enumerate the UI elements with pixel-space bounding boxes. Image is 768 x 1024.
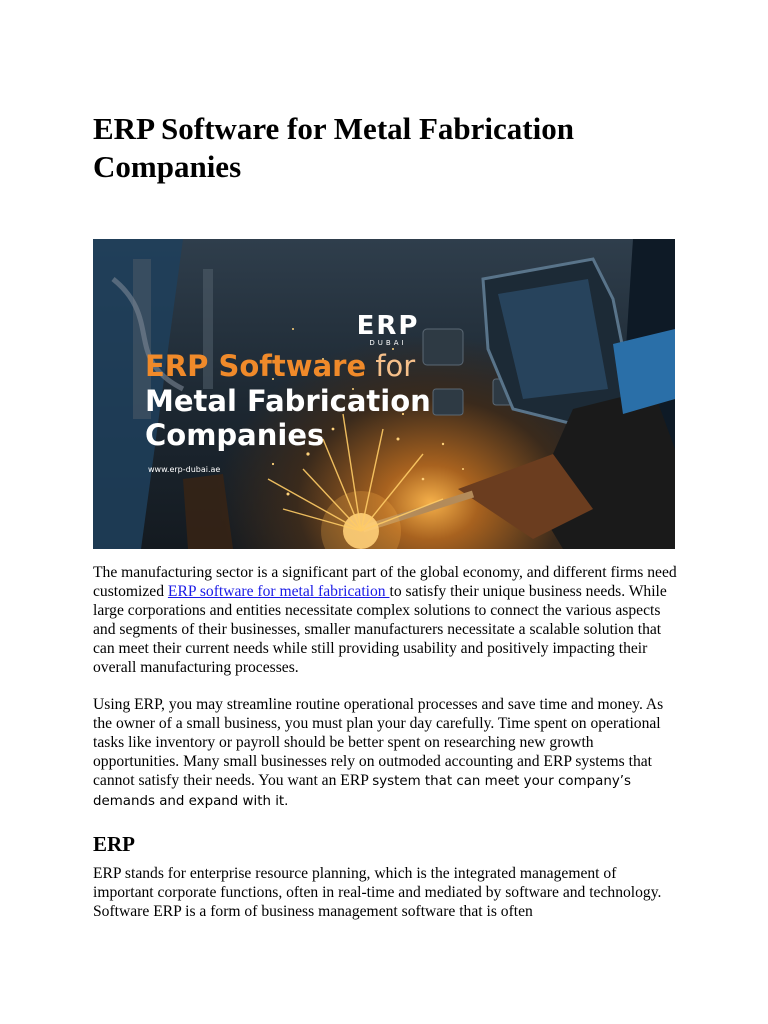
erp-benefits-paragraph [93,695,678,811]
intro-paragraph [93,563,678,677]
logo-mark: ERP [356,311,420,341]
hero-headline-line2: Metal Fabrication [145,384,431,418]
hero-image [93,239,675,549]
benefits-text-tail: system that can meet your company’s demands and expand with it. [93,774,631,809]
hero-headline-for: for [366,349,416,383]
hero-headline-line3: Companies [145,418,325,452]
erp-dubai-logo [353,313,423,348]
hero-website: www.erp-dubai.ae [148,465,221,474]
erp-definition-paragraph: ERP stands for enterprise resource planning, which is the integrated management of important corporate functions, often in real-time and mediated by software and technology. Software ERP is a form of business management software that is often [93,865,662,920]
page-title: ERP Software for Metal Fabrication Companies [93,111,574,184]
intro-text-before-link: The manufacturing sector is a significant part of the global economy, and different firms need customized [93,564,677,600]
logo-subtitle: DUBAI [369,339,407,347]
erp-metal-fabrication-link[interactable]: ERP software for metal fabrication [167,583,390,600]
section-heading-erp: ERP [93,832,135,856]
hero-headline-line1 [145,349,415,383]
intro-text-after-link: to satisfy their unique business needs. While large corporations and entities necessitate complex solutions to connect the various aspects and segments of their businesses, smaller manufacturers necessitate a scalable solution that can meet their current needs while still providing usability and positively impacting their overall manufacturing processes. [93,583,667,676]
hero-headline-accent: ERP Software [145,349,367,383]
benefits-text: Using ERP, you may streamline routine operational processes and save time and money. As the owner of a small business, you must plan your day carefully. Time spent on operational tasks like inventory or payroll should be better spent on researching new growth opportunities. Many small businesses rely on outmoded accounting and ERP systems that cannot satisfy their needs. You want an ERP [93,696,664,789]
